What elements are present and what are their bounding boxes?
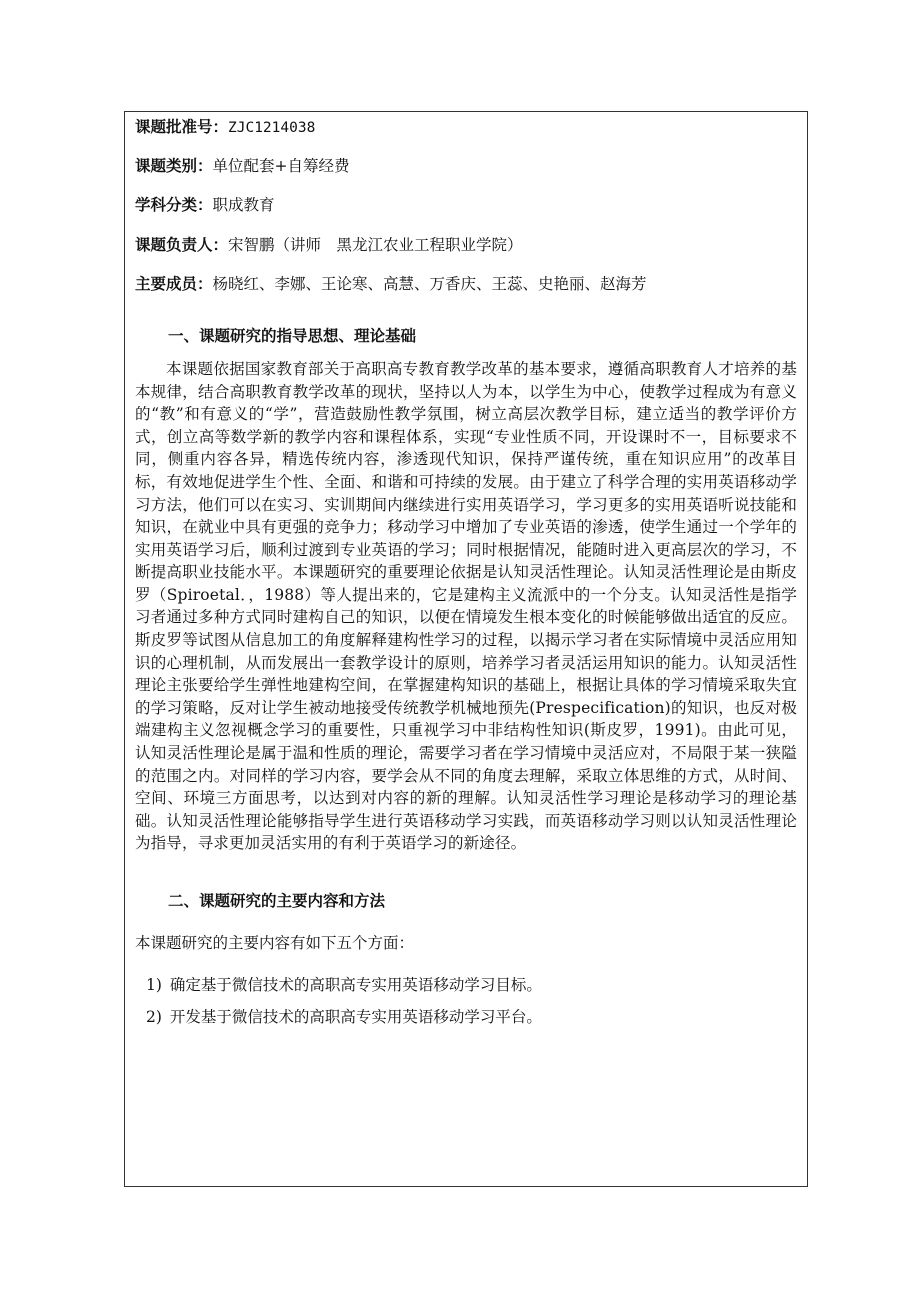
meta-project-leader [135,230,797,269]
meta-value: 宋智鹏（讲师 黑龙江农业工程职业学院） [228,235,523,254]
meta-label: 学科分类： [135,196,213,215]
document-frame [124,111,808,1187]
list-item [135,973,797,1005]
list-item-text: 确定基于微信技术的高职高专实用英语移动学习目标。 [169,976,542,994]
meta-value: ZJC1214038 [228,120,316,136]
meta-value: 单位配套+自筹经费 [212,157,350,176]
meta-approval-number [135,112,797,151]
meta-discipline [135,190,797,229]
meta-value: 职成教育 [212,196,275,215]
meta-label: 课题类别： [135,157,213,176]
meta-main-members [135,269,797,308]
document-content [135,112,797,1037]
section-2-intro: 本课题研究的主要内容有如下五个方面： [135,934,415,952]
section-1-title: 一、课题研究的指导思想、理论基础 [168,325,417,345]
meta-label: 课题批准号： [135,118,229,136]
section-1-body: 本课题依据国家教育部关于高职高专教育教学改革的基本要求，遵循高职教育人才培养的基本规律，结合高职教育教学改革的现状，坚持以人为本，以学生为中心，使教学过程成为有意义的“教”和有意义的“学”，营造鼓励性教学氛围，树立高层次教学目标，建立适当的教学评价方式，创立高等数学新的教学内容和课程体系，实现“专业性质不同，开设课时不一，目标要求不同，侧重内容各异，精选传统内容，渗透现代知识，保持严谨传统，重在知识应用”的改革目标，有效地促进学生个性、全面、和谐和可持续的发展。由于建立了科学合理的实用英语移动学习方法，他们可以在实习、实训期间内继续进行实用英语学习，学习更多的实用英语听说技能和知识，在就业中具有更强的竞争力；移动学习中增加了专业英语的渗透，使学生通过一个学年的实用英语学习后，顺利过渡到专业英语的学习；同时根据情况，能随时进入更高层次的学习，不断提高职业技能水平。本课题研究的重要理论依据是认知灵活性理论。认知灵活性理论是由斯皮罗（Spiroetal．，1988）等人提出来的，它是建构主义流派中的一个分支。认知灵活性是指学习者通过多种方式同时建构自己的知识，以便在情境发生根本变化的时候能够做出适宜的反应。斯皮罗等试图从信息加工的角度解释建构性学习的过程，以揭示学习者在实际情境中灵活应用知识的心理机制，从而发展出一套教学设计的原则，培养学习者灵活运用知识的能力。认知灵活性理论主张要给学生弹性地建构空间，在掌握建构知识的基础上，根据让具体的学习情境采取失宜的学习策略，反对让学生被动地接受传统教学机械地预先(Prespecification)的知识，也反对极端建构主义忽视概念学习的重要性，只重视学习中非结构性知识(斯皮罗，1991)。由此可见，认知灵活性理论是属于温和性质的理论，需要学习者在学习情境中灵活应对，不局限于某一狭隘的范围之内。对同样的学习内容，要学会从不同的角度去理解，采取立体思维的方式，从时间、空间、环境三方面思考，以达到对内容的新的理解。认知灵活性学习理论是移动学习的理论基础。认知灵活性理论能够指导学生进行英语移动学习实践，而英语移动学习则以认知灵活性理论为指导，寻求更加灵活实用的有利于英语学习的新途径。 [135,359,797,853]
meta-value: 杨晓红、李娜、王论寒、高慧、万香庆、王蕊、史艳丽、赵海芳 [212,274,647,293]
section-2-title: 二、课题研究的主要内容和方法 [168,891,386,910]
list-item-number: 1) [146,976,162,994]
list-item-number: 2) [146,1008,162,1026]
meta-category [135,151,797,190]
list-item-text: 开发基于微信技术的高职高专实用英语移动学习平台。 [169,1008,542,1026]
meta-label: 主要成员： [135,274,213,293]
meta-label: 课题负责人： [135,235,229,254]
list-item [135,1005,797,1037]
content-list [135,973,797,1037]
